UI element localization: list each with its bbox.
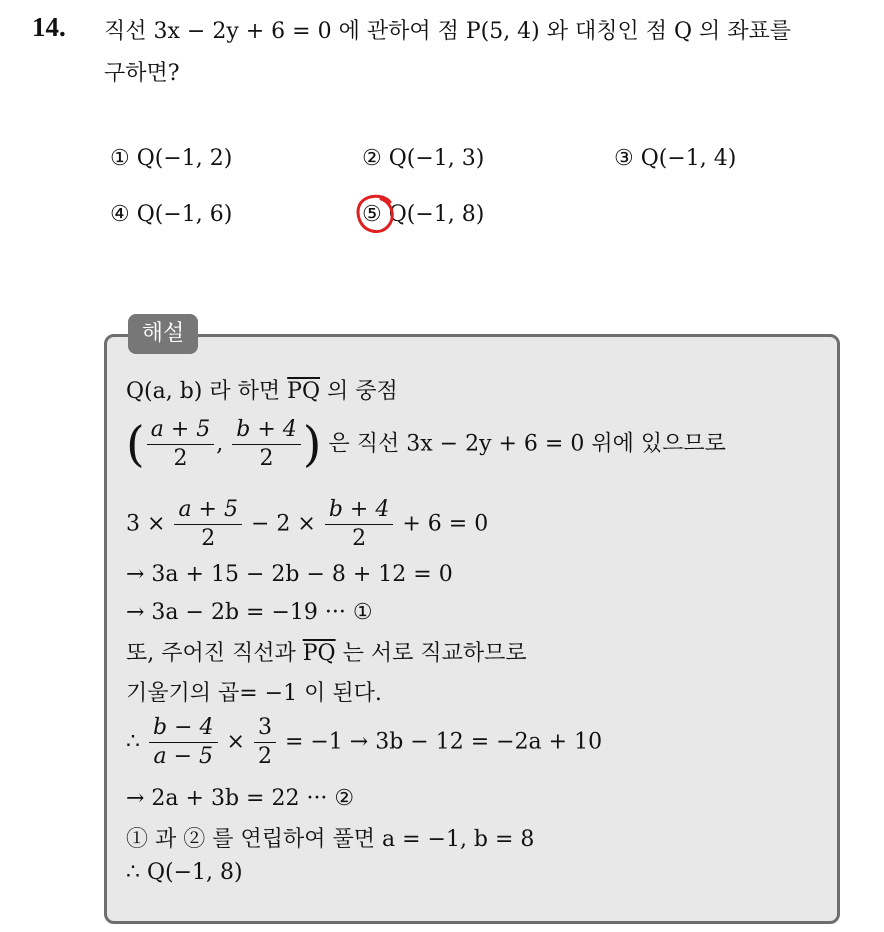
fraction-3-over-2: $\frac{3}{2}$ xyxy=(254,714,276,771)
solution-line-2-post: 은 직선 3x − 2y + 6 = 0 위에 있으므로 xyxy=(328,431,726,457)
choice-2-text: Q(−1, 3) xyxy=(388,146,485,171)
solution-line-7: 기울기의 곱= −1 이 된다. xyxy=(126,681,382,706)
choice-1-text: Q(−1, 2) xyxy=(136,146,233,171)
solution-line-6: 또, 주어진 직선과 $\overline{PQ}$ 는 서로 직교하므로 xyxy=(126,641,527,666)
solution-line-9: → 2a + 3b = 22 ··· ② xyxy=(126,786,355,811)
choice-3-text: Q(−1, 4) xyxy=(640,146,737,171)
fraction-b4-over-2-b: $\frac{b + 4}{2}$ xyxy=(325,496,394,553)
solution-line-3: 3 × $\frac{a + 5}{2}$ − 2 × $\frac{b + 4}{2}$ + 6 = 0 xyxy=(126,497,489,551)
fraction-a5-over-2: $\frac{a + 5}{2}$ xyxy=(147,416,215,473)
choice-2-label: ② xyxy=(362,146,382,171)
choice-2[interactable] xyxy=(362,146,484,171)
solution-line-10: ① 과 ② 를 연립하여 풀면 a = −1, b = 8 xyxy=(126,827,535,852)
choice-4[interactable] xyxy=(110,202,232,227)
choice-4-label: ④ xyxy=(110,202,130,227)
segment-pq: $\overline{PQ}$ xyxy=(287,379,320,404)
solution-line-8: ∴ $\frac{b - 4}{a - 5}$ × $\frac{3}{2}$ = −1 → 3b − 12 = −2a + 10 xyxy=(126,715,603,769)
choice-5-text: Q(−1, 8) xyxy=(388,202,485,227)
fraction-b4-over-2: $\frac{b + 4}{2}$ xyxy=(232,416,301,473)
solution-line-4: → 3a + 15 − 2b − 8 + 12 = 0 xyxy=(126,562,453,587)
solution-line-11: ∴ Q(−1, 8) xyxy=(126,860,243,885)
fraction-b4-over-a5: $\frac{b - 4}{a - 5}$ xyxy=(149,714,218,771)
solution-line-1-pre: Q(a, b) 라 하면 xyxy=(126,379,281,404)
solution-line-5: → 3a − 2b = −19 ··· ① xyxy=(126,600,373,625)
solution-line-1-post: 의 중점 xyxy=(326,379,398,404)
solution-line-2: ( $\frac{a + 5}{2}$ , $\frac{b + 4}{2}$ ) 은 직선 3x − 2y + 6 = 0 위에 있으므로 xyxy=(126,416,726,473)
question-text-line-2: 구하면? xyxy=(104,61,180,86)
answer-circle-mark xyxy=(354,192,398,236)
question-number: 14. xyxy=(32,12,66,42)
question-text-line-1: 직선 3x − 2y + 6 = 0 에 관하여 점 P(5, 4) 와 대칭인 점 Q 의 좌표를 xyxy=(104,19,792,44)
fraction-a5-over-2-b: $\frac{a + 5}{2}$ xyxy=(174,496,242,553)
solution-line-1 xyxy=(126,374,398,405)
choice-1-label: ① xyxy=(110,146,130,171)
choice-3[interactable] xyxy=(614,146,736,171)
segment-pq-2: $\overline{PQ}$ xyxy=(302,641,336,666)
choice-3-label: ③ xyxy=(614,146,634,171)
choice-5-label: ⑤ xyxy=(362,202,382,227)
solution-tag: 해설 xyxy=(128,314,198,354)
choice-4-text: Q(−1, 6) xyxy=(136,202,233,227)
choice-1[interactable] xyxy=(110,146,232,171)
